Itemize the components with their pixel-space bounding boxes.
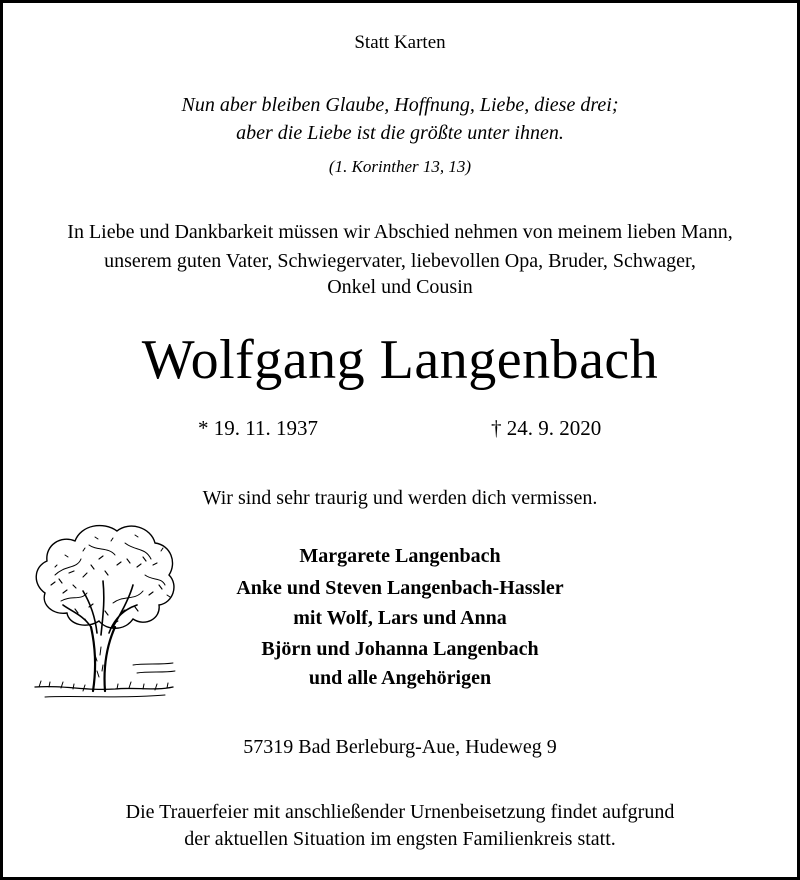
intro-line-1: In Liebe und Dankbarkeit müssen wir Abschied nehmen von meinem lieben Mann,: [67, 221, 733, 243]
verse-line-1: Nun aber bleiben Glaube, Hoffnung, Liebe, diese drei;: [181, 94, 619, 116]
closing-line-1: Die Trauerfeier mit anschließender Urnenbeisetzung findet aufgrund: [125, 801, 675, 823]
family-address: 57319 Bad Berleburg-Aue, Hudeweg 9: [243, 736, 557, 758]
verse-line-2: aber die Liebe ist die größte unter ihnen.: [236, 122, 564, 144]
family-line-4: Björn und Johanna Langenbach: [261, 638, 539, 660]
verse-reference: (1. Korinther 13, 13): [328, 157, 472, 176]
death-date: † 24. 9. 2020: [491, 416, 602, 440]
family-line-1: Margarete Langenbach: [299, 545, 501, 567]
intro-line-2: unserem guten Vater, Schwiegervater, liebevollen Opa, Bruder, Schwager,: [104, 250, 696, 272]
family-line-5: und alle Angehörigen: [308, 667, 492, 689]
family-line-2: Anke und Steven Langenbach-Hassler: [236, 577, 564, 599]
intro-line-3: Onkel und Cousin: [327, 276, 473, 298]
deceased-name: Wolfgang Langenbach: [141, 329, 659, 391]
birth-date: * 19. 11. 1937: [198, 416, 318, 440]
statt-karten-label: Statt Karten: [354, 32, 446, 53]
mourning-message: Wir sind sehr traurig und werden dich vermissen.: [202, 487, 598, 509]
family-line-3: mit Wolf, Lars und Anna: [293, 607, 507, 629]
closing-line-2: der aktuellen Situation im engsten Familienkreis statt.: [184, 828, 616, 850]
